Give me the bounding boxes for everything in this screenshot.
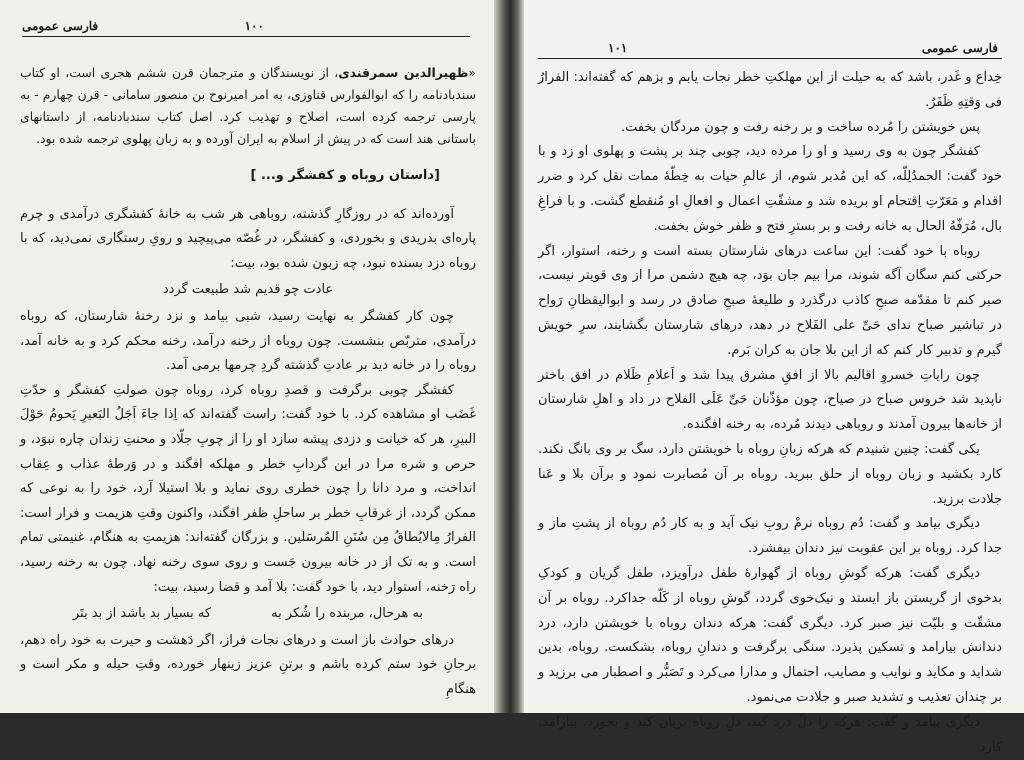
- left-page-number: ۱۰۰: [244, 19, 264, 33]
- paragraph: پس خویشتن را مُرده ساخت و بر رخنه رفت و چون مردگان بخفت.: [620, 119, 980, 135]
- section-title: [داستان روباه و کفشگر و... ]: [250, 168, 440, 183]
- paragraph: یکی گفت: چنین شنیدم که هرکه زبانِ روباه با خویشتن دارد، سگ بر وی بانگ نکند. کارد بکشید و زبان روباه از حلق ببرید. روباه بر آن مُصابرت نمود و برآن بلا و عَنا جلادت برزید.: [538, 441, 1002, 507]
- paragraph: کفشگر چون به وی رسید و او را مرده دید، چوبی چند بر پشت و پهلوی او زد و با خود گفت: الحمدُلِلّه، که این مُدبر شوم، از عالمِ حیات به خِطّهٔ ممات نقل کرد و ضرر اقدام و مَعَرّتِ اِقتحام او بریده شد و مشقّتِ اعمال و افعالِ او مُنقطع گشت. و با فراغِ بال، مُرَفّهُ الحال به خانه رفت و بر بسترِ فتح و ظفر خوش بخفت.: [538, 144, 1002, 234]
- paragraph: کفشگر چوبی برگرفت و قصدِ روباه کرد، روباه چون صولتِ کفشگر و حدّتِ غَضَب او مشاهده کرد. با خود گفت: راست گفته‌اند که اِذا جاءَ اَجَلُ البَعیرِ یَحومُ حَوْلَ البیرِ، هر که خیانت و دزدی پیشه سازد او را از چوبِ جلّاد و محنتِ زندان چاره نبوَد، و حرص و شره مرا در این گردابِ خطر و مهلکه افگند و در وَرطهٔ عذاب و عِقاب انداخت، و مرد دانا را چون خطری روی نماید و بلا استیلا آرد، خود را به نوعی که ممکن گردد، از غرقابِ خطر بر ساحلِ ظفر افگند، واکنون وقتِ هزیمت و فرار است: الفرارُ مِالایُطاقُ مِن سُنَنِ المُرسَلین. و بزرگان گفته‌اند: هزیمتِ به هنگام، غنیمتی تمام است. و به تک از در خانه بیرون جَست و روی سوی رخنه نهاد. چون به رخنه رسید، راه رَخنه، استوار دید، با خود گفت: بلا آمد و قضا رسید، بیت:: [20, 382, 476, 595]
- right-running-head: فارسی عمومی: [921, 41, 998, 55]
- paragraph: دیگری بیامد و گفت: دُم روباه نرمْ روبِ نیک آید و به کار دُم روباه از پشتِ ماز و جدا کرد. روباه بر این عقوبت نیز دندان بیفشرد.: [538, 516, 1002, 557]
- author-note: «ظهیرالدین سمرقندی، از نویسندگان و مترجمان قرن ششم هجری است، او کتاب سندبادنامه را که ابوالفوارس قناوزی، به امر امیرنوح بن منصور سامانی - قرن چهارم - به پارسی ترجمه کرده است، اصلاح و تهذیب کرد. اصل کتاب سندبادنامه، از داستانهای باستانی هند است که در پیش از اسلام به ایران آورده و به زبان پهلوی ترجمه شده بود.: [20, 65, 476, 146]
- paragraph: خِداع و غَدر، باشد که به حیلت از این مهلکتِ خطر نجات یابم و بزهم که گفته‌اند: الفرارُ فی وَقتِهِ ظَفَرٌ.: [538, 70, 1002, 110]
- paragraph: درهای حوادث باز است و درهای نجات فراز، اگر دَهشت و حیرت به خود راه دهم، برجانِ خود ستم کرده باشم و برتنِ عزیز زینهار خورده، وقتِ حیله و مکر است و هنگامِ: [20, 632, 476, 697]
- left-page: [0, 0, 494, 713]
- paragraph: دیگری گفت: هرکه گوشِ روباه از گهوارهٔ طفل درآویزد، طفل گریان و کودکِ بدخوی از گریستن باز ایستد و نیک‌خوی گردد، گوشِ روباه از کَلّه جداکرد. روباه بر آن مشقّت و بلیّت نیز صبر کرد. دیگری گفت: هرکه دندان روباه با خویشتن دارد، درد دندانش بیارامد و تسکین پذیرد. سنگی برگرفت و دندانِ روباه، بشکست. روباه، بدین شداید و مکاید و نوایب و مصایب، احتمال و مدارا می‌کرد و تَصَبُّر و اصطبار می‌ برزید و بر چندان تعذیب و تشدید صبر و جلادت می‌نمود.: [538, 565, 1002, 705]
- author-note-text: ، از نویسندگان و مترجمان قرن ششم هجری است، او کتاب سندبادنامه را که ابوالفوارس قناوزی، به امر امیرنوح بن منصور سامانی - قرن چهارم - به پارسی ترجمه کرده است، اصلاح و تهذیب کرد. اصل کتاب سندبادنامه، از داستانهای باستانی هند است که در پیش از اسلام به ایران آورده و به زبان پهلوی ترجمه شده بود.: [20, 65, 476, 146]
- right-page: [524, 0, 1024, 755]
- left-page-header: [22, 10, 470, 37]
- verse-couplet: [20, 602, 476, 627]
- paragraph: چون رایاتِ خسروِ اقالیم بالا از افقِ مشرق پیدا شد و اَعلامِ ظَلام در افق باختر ناپدید شد خروس صباح در صیاح، چون مؤذّنان حَیِّ عَلَی الفلاح در داد و اهلِ شارستان از خانه‌ها بیرون آمدند و روباهی دیدند مُرده، به رخنه افگنده.: [538, 367, 1002, 433]
- paragraph: دیگری بیامد و گفت: هرکه را دلْ درد کند، دلِ روباه بریان کند و بخورد، بیارامَد. کارد: [538, 714, 1002, 755]
- verse: عادت چو قدیم شد طبیعت گردد: [162, 282, 334, 298]
- author-name: ظهیرالدین سمرقندی: [338, 65, 469, 80]
- right-page-header: [538, 32, 1002, 59]
- paragraph: روباه با خود گفت: این ساعت درهای شارستان بسته است و رخنه، استوار، اگر حرکتی کنم سگان آگه شوند، مرا بیم جان بوَد، چه هیچ دشمن مرا از وی قویتر نیست، صبر کنم تا مقدّمه صبحِ کاذب درگذرد و طلیعهٔ صبحِ صادق در رسد و ابوالیقظانِ رَواح در تباشیر صباح ندای حَیِّ علی الفَلاح در دهد، درهای شارستان بگشایند، سرِ خویش گیرم و تدبیر کار کنم که از این بلا جان به کران بَرم.: [538, 243, 1002, 358]
- right-page-number: ۱۰۱: [608, 41, 628, 55]
- left-page-body: [20, 62, 476, 702]
- paragraph: آورده‌اند که در روزگارِ گذشته، روباهی هر شب به خانهٔ کفشگری درآمدی و چرم پاره‌ای بدریدی و بخوردی، و کفشگر، در غُصّه می‌پیچید و رویِ رستگاری نمی‌دید، که با روباه دزد بسنده نبود، چه زبون شده بود، بیت:: [20, 206, 476, 271]
- verse-hemistich: به هرحال، مربنده را شُکر به: [271, 606, 424, 622]
- book-gutter: [494, 0, 524, 713]
- verse-hemistich: که بسیار بد باشد از بد بتَر: [72, 606, 212, 622]
- left-running-head: فارسی عمومی: [22, 19, 99, 33]
- right-page-body: [538, 66, 1002, 760]
- paragraph: چون کار کفشگر به نهایت رسید، شبی بیامد و نزد رخنهٔ شارستان، که روباه درآمدی، متربّص بنشست. چون روباه از رخنه درآمد، رخنه محکم کرد و به خانه آمد، روباه را در خانه دید بر عادتِ گذشته گردِ چرمها برمی آمد.: [20, 308, 476, 374]
